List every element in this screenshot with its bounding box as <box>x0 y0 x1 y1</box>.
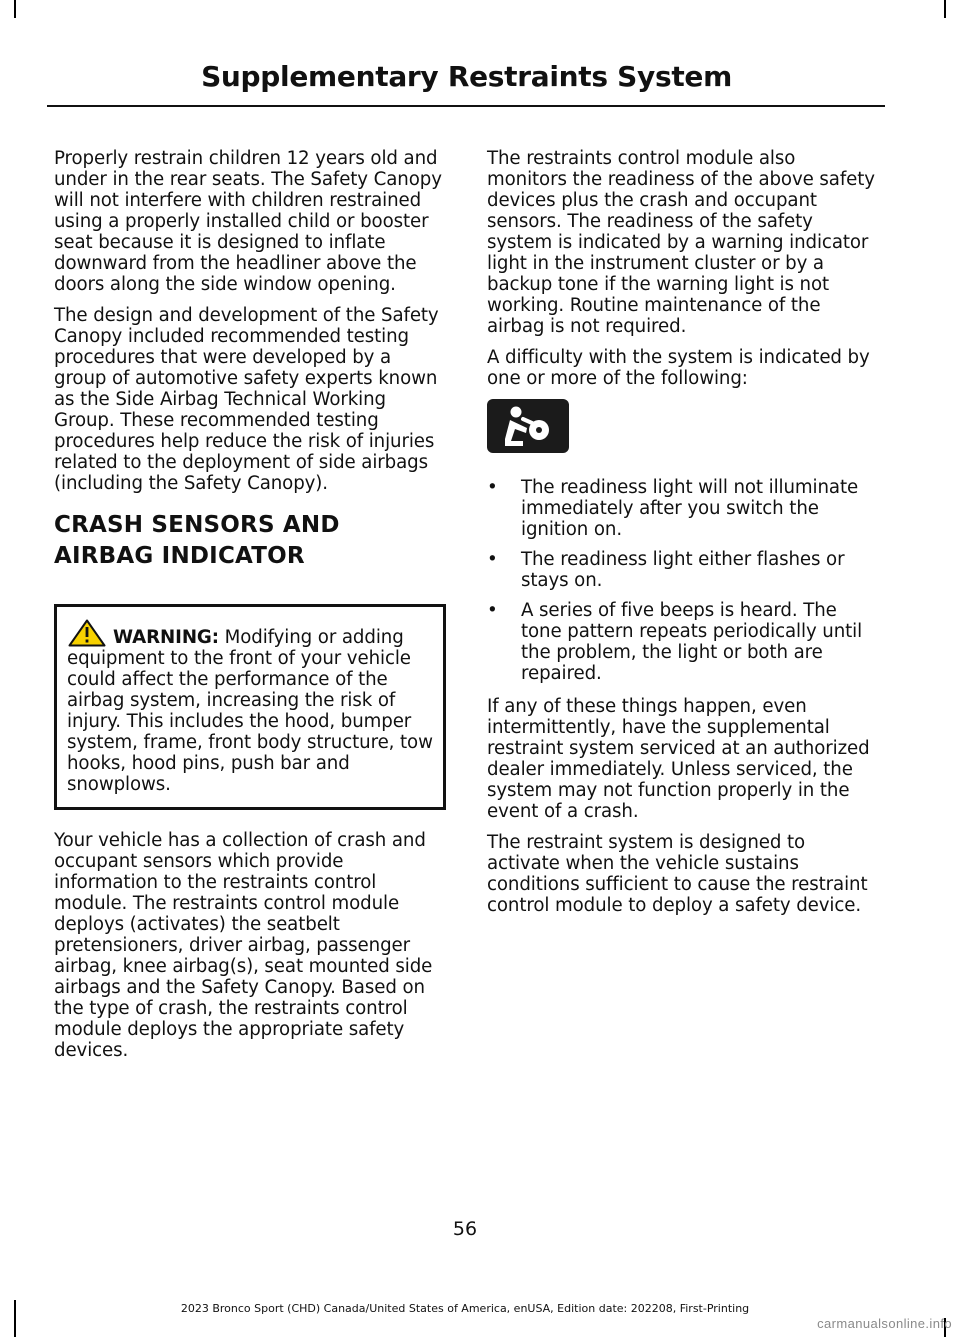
bullet: • <box>487 477 498 498</box>
symptom-list <box>487 477 879 684</box>
warning-text: Modifying or adding equipment to the front of your vehicle could affect the performance of the airbag system, increasing the risk of injury. This includes the hood, bumper system, frame, front body structure, tow hooks, hood pins, push bar and snowplows. <box>67 627 433 795</box>
page-title: Supplementary Restraints System <box>201 60 732 93</box>
paragraph-crash-sensors: Your vehicle has a collection of crash and occupant sensors which provide information to the restraints control module. The restraints control module deploys (activates) the seatbelt pretensioners, driver airbag, passenger airbag, knee airbag(s), seat mounted side airbags and the Safety Canopy. Based on the type of crash, the restraints control module deploys the appropriate safety devices. <box>54 830 433 1061</box>
airbag-indicator <box>487 399 569 453</box>
warning-box <box>54 604 446 810</box>
list-item: • The readiness light will not illuminate immediately after you switch the ignition on. <box>487 477 859 540</box>
paragraph-difficulty-intro: A difficulty with the system is indicated by one or more of the following: <box>487 347 870 389</box>
watermark: carmanualsonline.info <box>817 1316 952 1331</box>
crop-mark <box>944 0 946 18</box>
paragraph-service-advice: If any of these things happen, even intermittently, have the supplemental restraint system serviced at an authorized dealer immediately. Unless serviced, the system may not function properly in the event of a crash. <box>487 696 870 822</box>
warning-label: WARNING: <box>113 627 219 648</box>
list-item: • A series of five beeps is heard. The tone pattern repeats periodically until the problem, the light or both are repaired. <box>487 600 863 684</box>
edition-footer: 2023 Bronco Sport (CHD) Canada/United States of America, enUSA, Edition date: 202208, First-Printing <box>180 1302 750 1315</box>
list-item: • The readiness light either flashes or stays on. <box>487 549 845 591</box>
crop-mark <box>14 0 16 18</box>
warning-text-block <box>67 619 435 795</box>
left-column <box>54 148 446 1071</box>
warning-triangle-icon <box>67 619 113 647</box>
paragraph-readiness-monitoring: The restraints control module also monitors the readiness of the above safety devices plus the crash and occupant sensors. The readiness of the safety system is indicated by a warning indicator light in the instrument cluster or by a backup tone if the warning light is not working. Routine maintenance of the airbag is not required. <box>487 148 875 337</box>
right-column <box>487 148 879 926</box>
paragraph-activation: The restraint system is designed to activate when the vehicle sustains conditions sufficient to cause the restraint control module to deploy a safety device. <box>487 832 868 916</box>
airbag-warning-icon <box>493 403 563 449</box>
bullet: • <box>487 600 498 621</box>
header-divider <box>47 105 885 107</box>
page-number: 56 <box>452 1218 478 1240</box>
bullet: • <box>487 549 498 570</box>
paragraph-safety-canopy-design: The design and development of the Safety Canopy included recommended testing procedures that were developed by a group of automotive safety experts known as the Side Airbag Technical Working Group. These recommended testing procedures help reduce the risk of injuries related to the deployment of side airbags (including the Safety Canopy). <box>54 305 439 494</box>
paragraph-child-restraint: Properly restrain children 12 years old and under in the rear seats. The Safety Canopy will not interfere with children restrained using a properly installed child or booster seat because it is designed to inflate downward from the headliner above the doors along the side window opening. <box>54 148 442 295</box>
section-heading: CRASH SENSORS AND AIRBAG INDICATOR <box>54 512 340 569</box>
